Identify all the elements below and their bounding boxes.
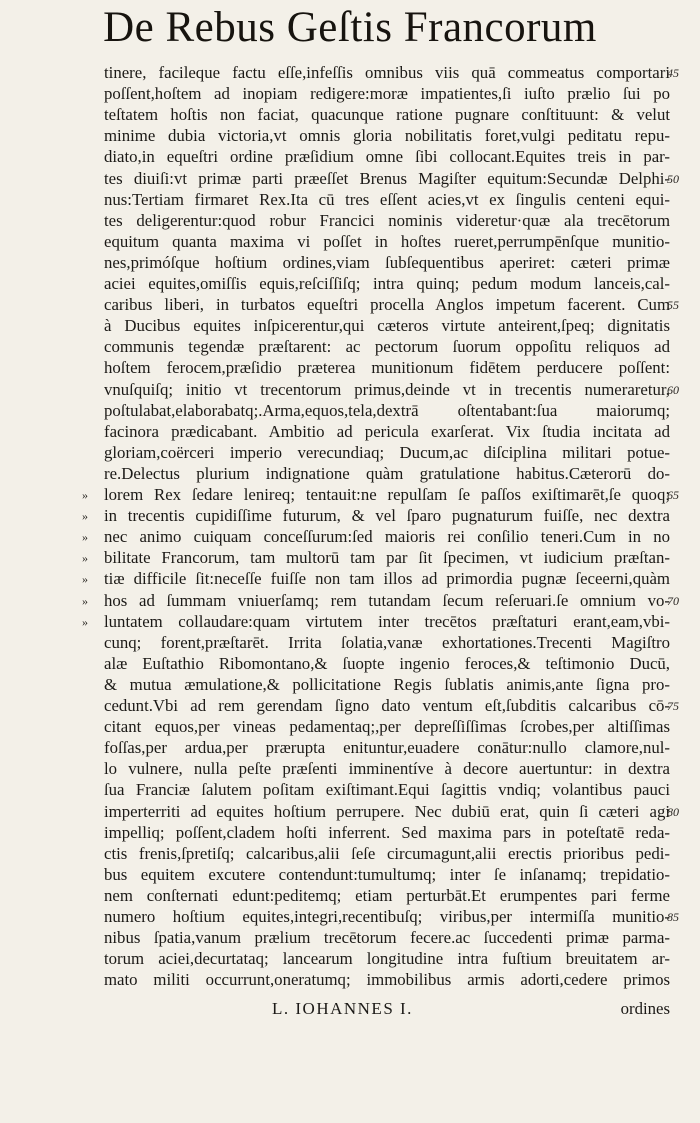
text-line: aciei equites,omiſſis equis,reſciſſiſq; intra quinq; pedum modum lanceis,cal- [104,274,670,293]
text-line: hoſtem ferocem,præſidio præterea munitionum fidētem perducere poſſent: [104,358,670,378]
quotation-mark: » [82,509,88,524]
text-line: hos ad ſummam vniuerſamq; rem tutandam ſecum reſeruari.ſe omnium vo- [104,590,670,610]
text-line: re.Delectus plurium indignatione quàm gratulatione habitus.Cæterorū do- [104,463,670,483]
text-line: caribus liberi, in turbatos equeſtri procella Anglos impetum facerent. Cum [104,295,670,315]
signature-mark: L. IOHANNES I. [272,999,413,1018]
text-line: nes,primóſque hoſtium ordines,viam ſubſequentibus aperiret: cæteri primæ [104,252,670,272]
text-line: poſſent,hoſtem ad inopiam redigere:moræ impatientes,ſi iuſto prælio ſui po [104,84,670,104]
line-number: 45 [667,66,679,80]
text-line: bilitate Francorum, tam multorū tam par ſit ſpecimen, vt iudicium præſtan- [104,548,670,568]
line-number: 50 [667,171,679,186]
text-line: in trecentis cupidiſſime futurum, & vel ſparo pugnaturum fuiſſe, nec dextra [104,506,670,526]
line-number: 55 [667,298,679,313]
text-line: imperterriti ad equites hoſtium perrupere. Nec dubiū erat, quin ſi cæteri agi [104,801,670,821]
quotation-mark: » [82,614,88,629]
line-number: 85 [667,910,679,924]
text-line: poſtulabat,elaborabatq;.Arma,equos,tela,dextrā oſtentabant:ſua maiorumq; [104,400,670,420]
line-number: 80 [667,804,679,819]
text-line: minime dubia victoria,vt omnis gloria nobilitatis foret,vulgi peditatu repu- [104,126,670,146]
line-number: 70 [667,593,679,608]
text-line: tinere, facileque factu eſſe,infeſſis omnibus viis quā commeatus comportari [104,63,670,82]
text-line: communis tegendæ præſtarent: ac pectorum ſuorum oppoſitu reliquos ad [104,337,670,357]
text-line: & mutua æmulatione,& pollicitatione Regis ſublatis animis,ante ſigna pro- [104,674,670,694]
text-line: à Ducibus equites inſpicerentur,qui cæteros virtute anteirent,ſpeq; dignitatis [104,316,670,336]
text-line: ſua Franciæ ſalutem poſitam exiſtimant.Equi ſagittis vndiq; volantibus pauci [104,780,670,800]
page-footer [0,996,700,1026]
text-line: numero hoſtium equites,integri,recentibuſq; viribus,per intermiſſa munitio- [104,907,670,926]
quotation-mark: » [82,572,88,587]
quotation-mark: » [82,488,88,502]
text-line: tes diuiſi:vt primæ parti præeſſet Brenus Magiſter equitum:Secundæ Delphi- [104,168,670,188]
text-line: gloriam,coërceri imperio verecundiaq; Ducum,ac diſciplina militari potue- [104,442,670,462]
text-block [0,62,700,992]
line-number: 65 [667,488,679,502]
text-line: diato,in equeſtri ordine præſidium omne ſibi collocant.Equites treis in par- [104,147,670,167]
text-line: nibus ſpatia,vanum prælium trecētorum fecere.ac ſuccedenti primæ parma- [104,928,670,948]
text-line: lorem Rex ſedare lenireq; tentauit:ne repulſam ſe paſſos exiſtimarēt,ſe quoq; [104,485,670,504]
text-line: impelliq; poſſent,cladem hoſti inferrent. Sed maxima pars in poteſtatē reda- [104,822,670,842]
text-line: ctis frenis,ſpretiſq; calcaribus,alii ſeſe circumagunt,alii erectis prioribus pedi- [104,843,670,863]
text-line: teſtatem hoſtis non faciat, quacunque ratione pugnare conſtituunt: & velut [104,105,670,125]
running-head: De Rebus Geſtis Francorum [103,4,597,51]
text-line: lo vulnere, nulla peſte præſenti imminentíve à decore auertuntur: in dextra [104,759,670,779]
text-line: cunq; forent,præſtarēt. Irrita ſolatia,vanæ exhortationes.Trecenti Magiſtro [104,632,670,652]
text-line: tes deligerentur:quod robur Francici nominis videretur·quæ ala trecētorum [104,210,670,230]
text-line: foſſas,per ardua,per prærupta enituntur,euadere conātur:nullo clamore,nul- [104,738,670,758]
line-number: 75 [667,699,679,713]
quotation-mark: » [82,551,88,566]
text-line: nem conſternati edunt:peditemq; etiam perturbāt.Et erumpentes pari ferme [104,885,670,905]
quotation-mark: » [82,530,88,545]
catchword: ordines [620,999,670,1018]
text-line: nus:Tertiam firmaret Rex.Ita cū tres eſſent acies,vt ex ſingulis centeni equi- [104,189,670,209]
text-line: facinora prædicabant. Ambitio ad pericula exarſerat. Vix ſtudia incitata ad [104,421,670,441]
text-line: nec animo cuiquam conceſſurum:ſed maioris rei conſilio teneri.Cum in no [104,527,670,547]
text-line: luntatem collaudare:quam virtutem inter trecētos præſtaturi erant,eam,vbi- [104,611,670,631]
quotation-mark: » [82,593,88,608]
text-line: bus equitem excutere contendunt:tumultumq; inter ſe inſanamq; trepidatio- [104,864,670,884]
text-line: vnuſquiſq; initio vt trecentorum primus,deinde vt in trecentis numeraretur, [104,379,670,399]
text-line: torum aciei,decurtataq; lancearum longitudine intra fuſtium breuitatem ar- [104,949,670,969]
text-line: equitum quanta maxima vi poſſet in hoſtes rueret,perrumpēnſque munitio- [104,231,670,251]
text-line: citant equos,per vineas pedamentaq;,per depreſſiſſimas ſcrobes,per altiſſimas [104,717,670,737]
text-line: cedunt.Vbi ad rem gerendam ſigno dato ventum eſt,ſubditis calcaribus cō- [104,696,670,715]
line-number: 60 [667,382,679,397]
text-line: tiæ difficile ſit:neceſſe fuiſſe non tam illos ad primordia pugnæ ſeceerni,quàm [104,569,670,589]
text-line: mato militi occurrunt,oneratumq; immobilibus armis adorti,cedere primos [104,970,670,990]
text-line: alæ Euſtathio Ribomontano,& ſuopte ingenio feroces,& teſtimonio Ducū, [104,653,670,673]
